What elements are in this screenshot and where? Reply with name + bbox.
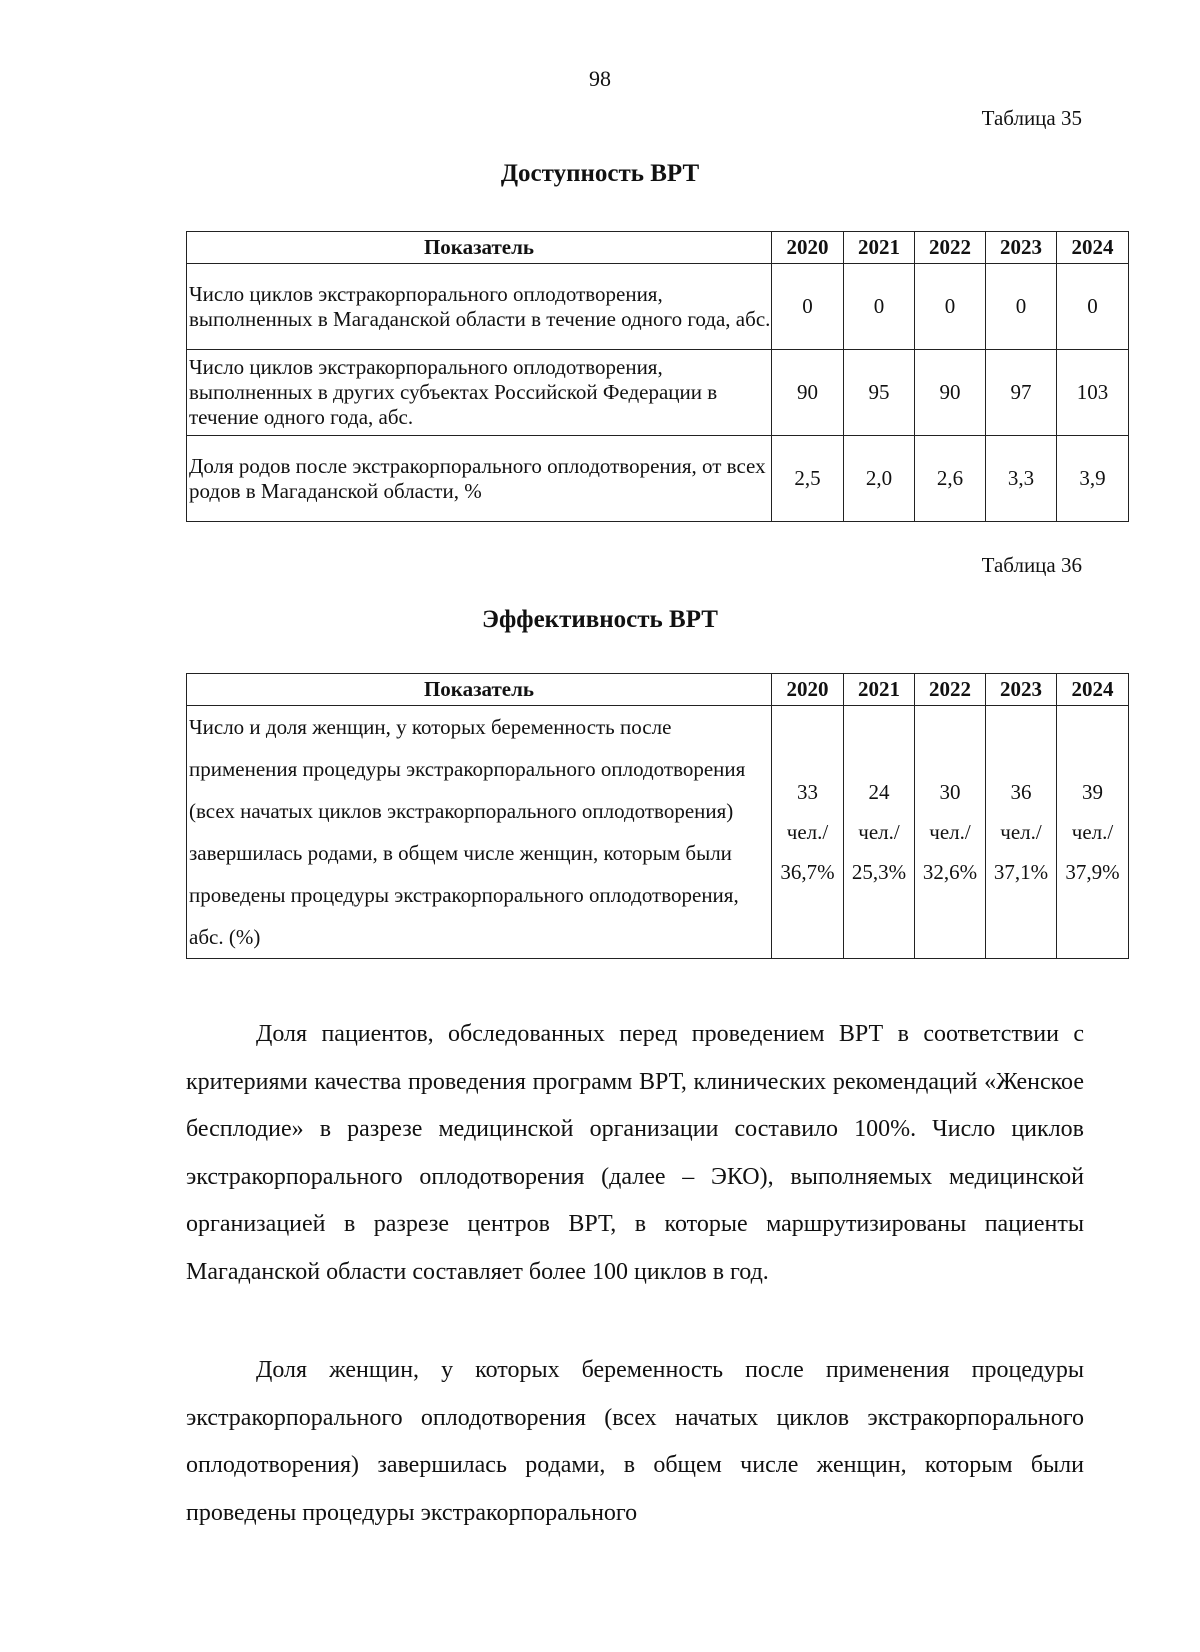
value-cell: 0: [915, 264, 986, 350]
value-cell: [1057, 706, 1129, 959]
column-header-indicator: Показатель: [187, 674, 772, 706]
column-header-2020: 2020: [772, 674, 844, 706]
table-36-title: Эффективность ВРТ: [482, 606, 718, 633]
value-cell: 0: [986, 264, 1057, 350]
table-row: [187, 350, 1129, 436]
value-count: 36: [1010, 780, 1032, 804]
value-cell: 0: [844, 264, 915, 350]
value-cell: 3,3: [986, 436, 1057, 522]
value-unit: чел./: [1000, 820, 1042, 844]
column-header-2024: 2024: [1057, 232, 1129, 264]
value-cell: 2,6: [915, 436, 986, 522]
column-header-2020: 2020: [772, 232, 844, 264]
value-count: 33: [797, 780, 818, 804]
table-36: [186, 673, 1129, 959]
value-cell: [915, 706, 986, 959]
column-header-2021: 2021: [844, 674, 915, 706]
table-row: [187, 264, 1129, 350]
value-cell: [772, 706, 844, 959]
value-unit: чел./: [858, 820, 900, 844]
body-paragraph: Доля пациентов, обследованных перед проведением ВРТ в соответствии с критериями качества проведения программ ВРТ, клинических рекомендаций «Женское бесплодие» в разрезе медицинской организации составило 100%. Число циклов экстракорпорального оплодотворения (далее – ЭКО), выполняемых медицинской организацией в разрезе центров ВРТ, в которые маршрутизированы пациенты Магаданской области составляет более 100 циклов в год.: [186, 1021, 1084, 1285]
value-cell: 103: [1057, 350, 1129, 436]
value-unit: чел./: [786, 820, 829, 844]
value-percent: 25,3%: [851, 860, 907, 884]
value-percent: 37,1%: [993, 860, 1049, 884]
value-percent: 32,6%: [922, 860, 978, 884]
value-unit: чел./: [1071, 820, 1114, 844]
table-row: [187, 436, 1129, 522]
value-count: 24: [868, 780, 890, 804]
column-header-2024: 2024: [1057, 674, 1129, 706]
value-cell: 2,5: [772, 436, 844, 522]
value-cell: [986, 706, 1057, 959]
table-36-label: Таблица 36: [981, 553, 1082, 577]
body-paragraph: Доля женщин, у которых беременность после применения процедуры экстракорпорального оплодотворения (всех начатых циклов экстракорпорального оплодотворения) завершилась родами, в общем числе женщин, которым были проведены процедуры экстракорпорального: [186, 1357, 1084, 1526]
value-cell: [844, 706, 915, 959]
value-cell: 90: [772, 350, 844, 436]
column-header-2022: 2022: [915, 674, 986, 706]
column-header-2023: 2023: [986, 674, 1057, 706]
column-header-indicator: Показатель: [187, 232, 772, 264]
table-row: [187, 706, 1129, 959]
value-cell: 97: [986, 350, 1057, 436]
value-count: 39: [1082, 780, 1103, 804]
indicator-cell: Число циклов экстракорпорального оплодотворения, выполненных в других субъектах Российской Федерации в течение одного года, абс.: [187, 350, 772, 436]
column-header-2022: 2022: [915, 232, 986, 264]
value-cell: 90: [915, 350, 986, 436]
value-cell: 3,9: [1057, 436, 1129, 522]
table-header-row: [187, 674, 1129, 706]
value-unit: чел./: [929, 820, 971, 844]
page-number: 98: [589, 66, 611, 91]
value-cell: 0: [772, 264, 844, 350]
value-percent: 36,7%: [780, 860, 835, 884]
indicator-cell: Число и доля женщин, у которых беременность после применения процедуры экстракорпорального оплодотворения (всех начатых циклов экстракорпорального оплодотворения) завершилась родами, в общем числе женщин, которым были проведены процедуры экстракорпорального оплодотворения, абс. (%): [187, 706, 772, 959]
indicator-cell: Доля родов после экстракорпорального оплодотворения, от всех родов в Магаданской области, %: [187, 436, 772, 522]
value-cell: 95: [844, 350, 915, 436]
value-count: 30: [939, 780, 961, 804]
value-percent: 37,9%: [1065, 860, 1120, 884]
column-header-2023: 2023: [986, 232, 1057, 264]
table-35: [186, 231, 1129, 522]
column-header-2021: 2021: [844, 232, 915, 264]
indicator-cell: Число циклов экстракорпорального оплодотворения, выполненных в Магаданской области в течение одного года, абс.: [187, 264, 772, 350]
value-cell: 0: [1057, 264, 1129, 350]
table-35-label: Таблица 35: [981, 106, 1082, 130]
table-35-title: Доступность ВРТ: [500, 160, 700, 187]
value-cell: 2,0: [844, 436, 915, 522]
table-header-row: [187, 232, 1129, 264]
